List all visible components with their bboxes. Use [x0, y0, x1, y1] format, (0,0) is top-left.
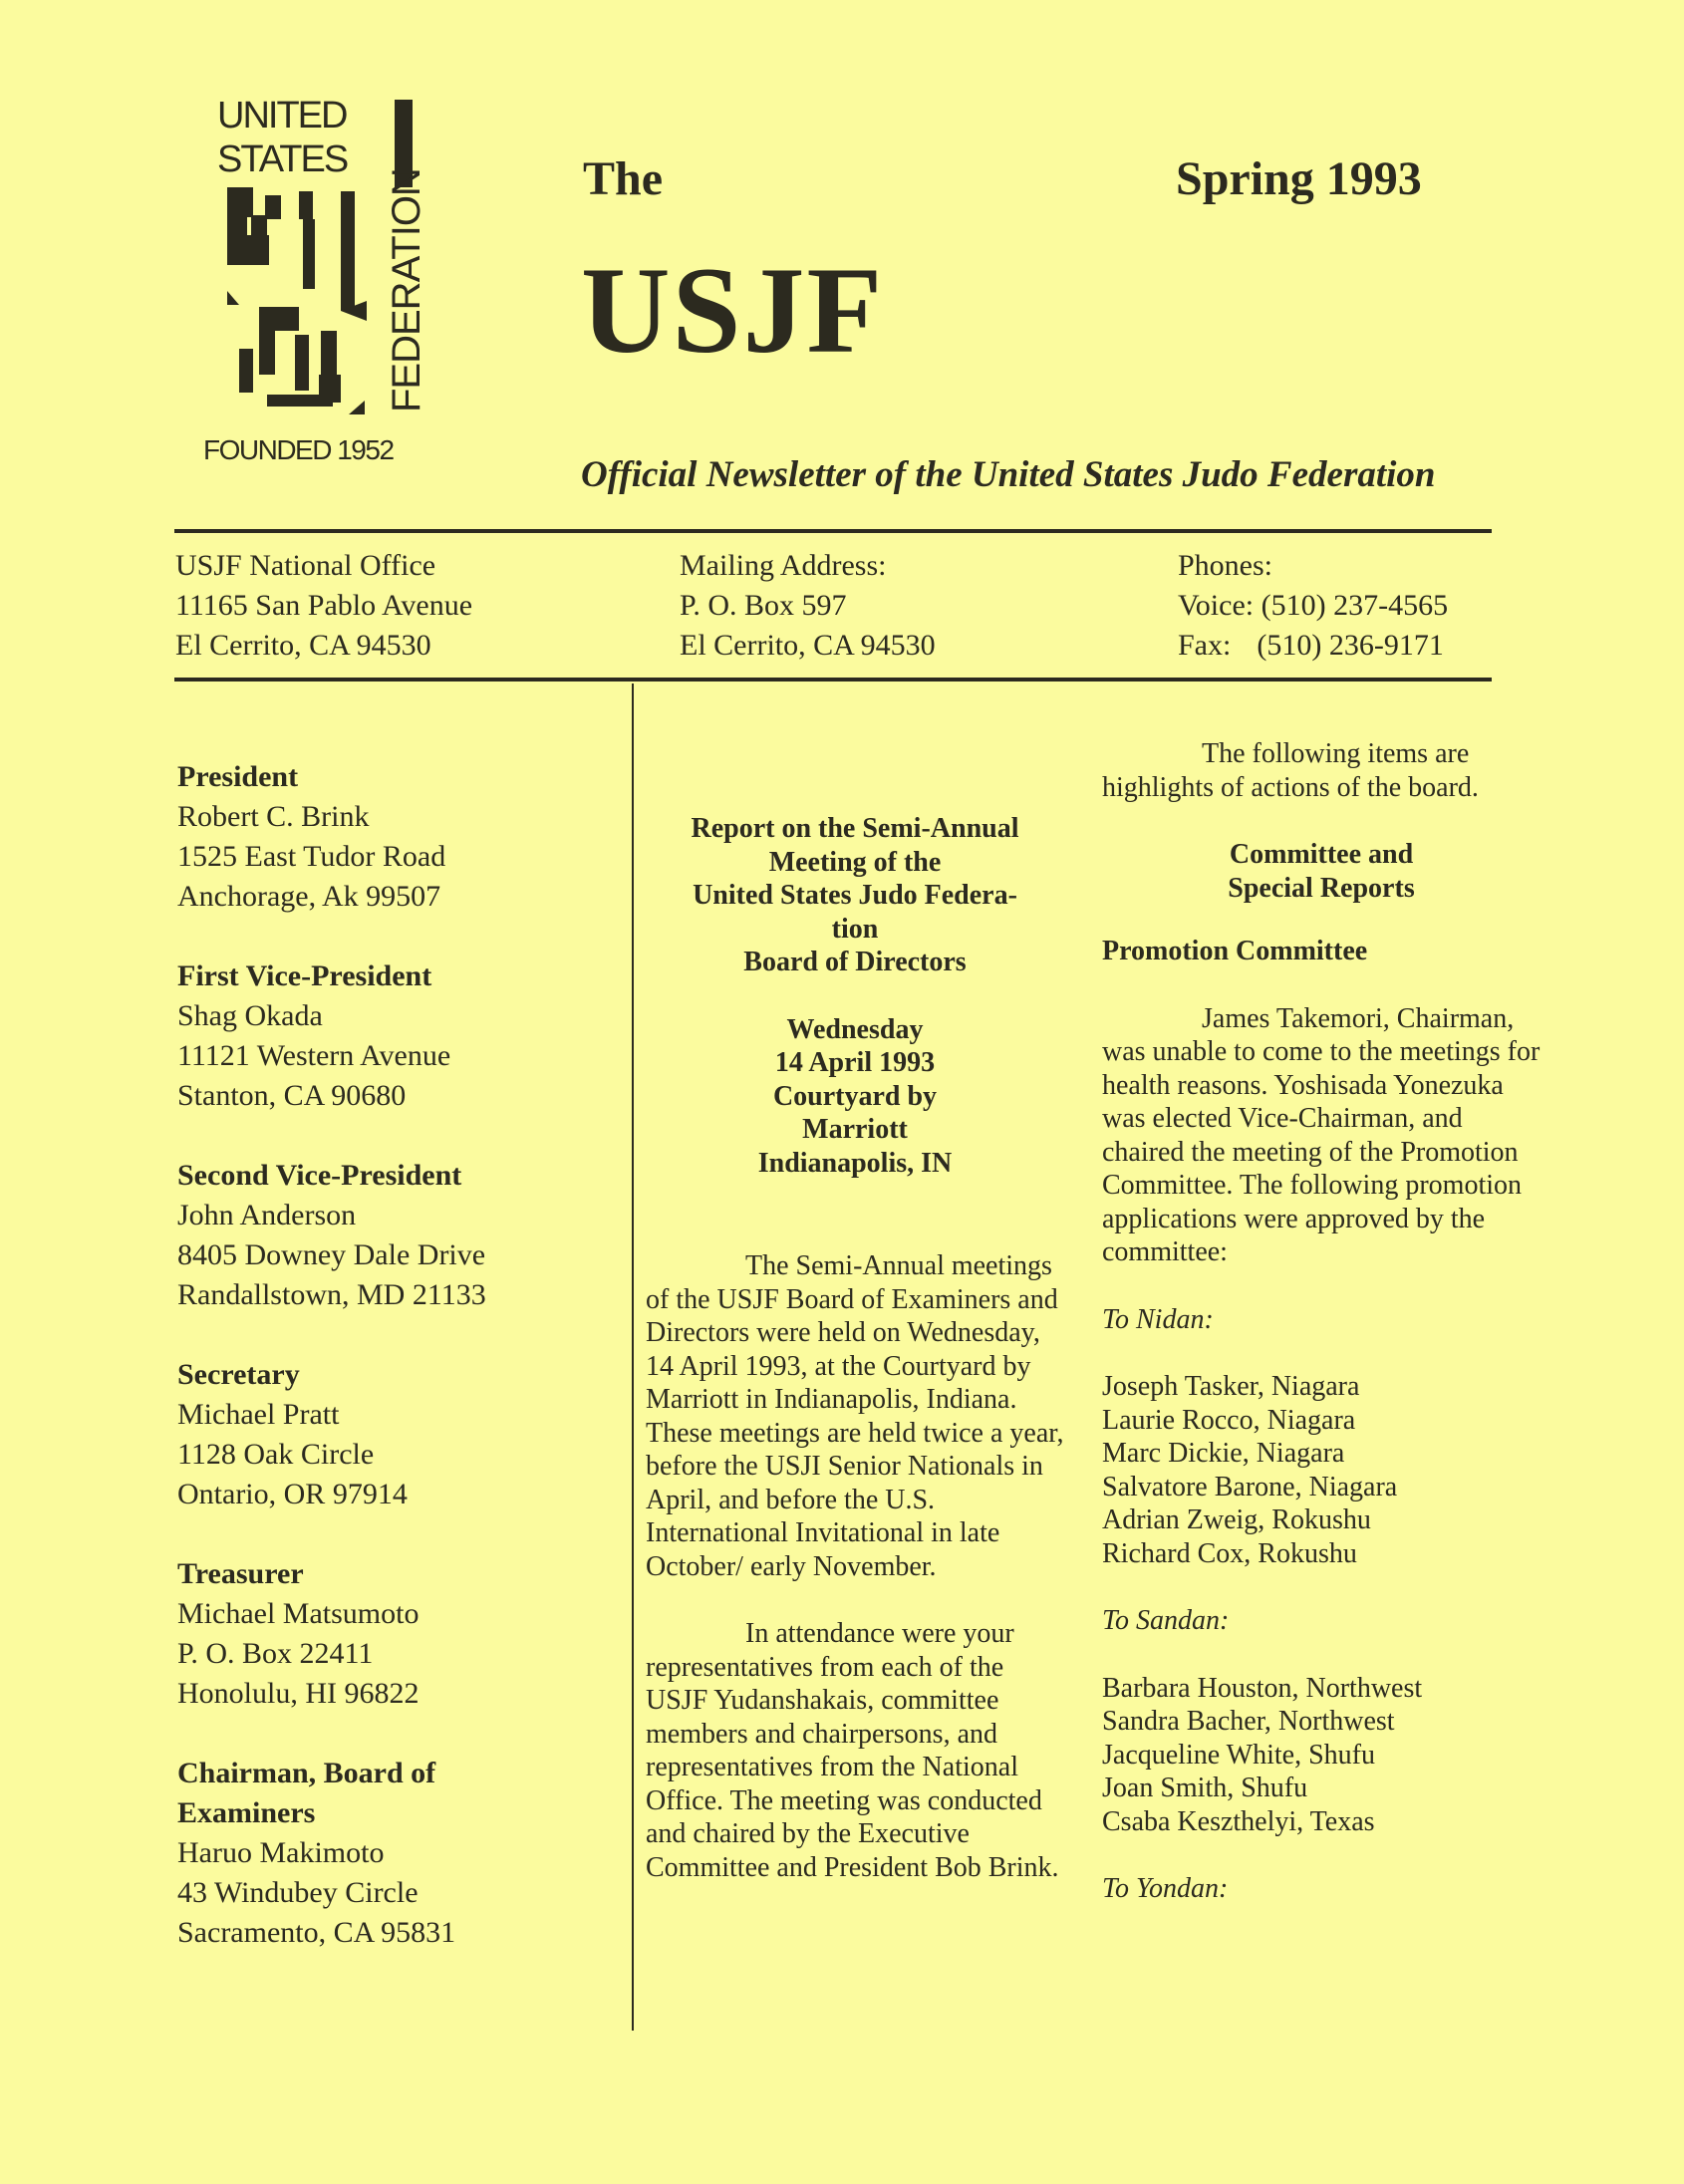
officer-street: 8405 Downey Dale Drive [177, 1238, 486, 1271]
phones-block [1178, 546, 1448, 666]
mailing-line: El Cerrito, CA 94530 [680, 629, 936, 662]
usjf-logo [199, 96, 438, 474]
officer-role: Chairman, Board of Examiners [177, 1757, 436, 1829]
report-heading-line: tion [831, 913, 879, 945]
newsletter-title: USJF [581, 242, 885, 379]
office-line: 11165 San Pablo Avenue [175, 589, 473, 622]
column-divider [632, 683, 634, 2031]
list-item: Joan Smith, Shufu [1102, 1773, 1308, 1803]
committee-heading-line: Committee and [1229, 839, 1414, 870]
logo-line-1: UNITED [217, 95, 347, 136]
board-highlights [1102, 737, 1541, 1906]
officer-role: President [177, 760, 299, 793]
voice-row [1178, 586, 1448, 626]
meeting-detail-line: Indianapolis, IN [757, 1147, 953, 1179]
officer-street: P. O. Box 22411 [177, 1637, 374, 1670]
committee-heading [1102, 838, 1541, 905]
officer-name: Haruo Makimoto [177, 1836, 385, 1869]
meeting-detail-line: Wednesday [786, 1013, 924, 1045]
officer-role: Secretary [177, 1358, 300, 1391]
fax-number: (510) 236-9171 [1257, 629, 1444, 662]
officer-entry [177, 1754, 596, 1953]
list-item: Joseph Tasker, Niagara [1102, 1371, 1360, 1402]
office-line: USJF National Office [175, 549, 436, 582]
list-item: Marc Dickie, Niagara [1102, 1438, 1345, 1469]
phones-label: Phones: [1178, 549, 1273, 582]
voice-label: Voice: [1178, 589, 1255, 622]
officer-name: Michael Pratt [177, 1398, 340, 1431]
logo-line-2: STATES [217, 138, 348, 180]
list-item: Sandra Bacher, Northwest [1102, 1706, 1395, 1737]
meeting-report [646, 812, 1064, 1884]
report-heading-line: Board of Directors [743, 947, 967, 977]
officer-street: 1128 Oak Circle [177, 1438, 375, 1471]
promotion-committee-heading: Promotion Committee [1102, 936, 1368, 966]
officer-role: First Vice-President [177, 959, 432, 992]
fax-row [1178, 626, 1448, 666]
masthead-the: The [583, 152, 664, 205]
officer-entry [177, 1156, 596, 1315]
officer-role: Second Vice-President [177, 1159, 462, 1192]
meeting-detail-line: 14 April 1993 [774, 1047, 936, 1078]
list-item: Csaba Keszthelyi, Texas [1102, 1805, 1375, 1837]
report-heading [646, 812, 1064, 979]
officer-city: Honolulu, HI 96822 [177, 1677, 420, 1710]
officer-entry [177, 1355, 596, 1514]
report-paragraph-1: The Semi-Annual meetings of the USJF Board of Examiners and Directors were held on Wednesday, 14 April 1993, at the Courtyard by Marriott in Indianapolis, Indiana. These meetings are held twice a year, before the USJI Senior Nationals in April, and before the U.S. International Invitational in late October/ early November. [646, 1250, 1064, 1582]
officer-street: 11121 Western Avenue [177, 1039, 451, 1072]
newsletter-subtitle: Official Newsletter of the United States Judo Federation [581, 454, 1436, 495]
officer-city: Anchorage, Ak 99507 [177, 880, 441, 913]
officer-name: Michael Matsumoto [177, 1597, 420, 1630]
national-office-address [175, 546, 472, 666]
officer-entry [177, 1554, 596, 1714]
list-item: Richard Cox, Rokushu [1102, 1537, 1357, 1569]
mailing-address [680, 546, 936, 666]
voice-number: (510) 237-4565 [1261, 589, 1449, 622]
officers-list [177, 757, 596, 1993]
meeting-when-where [646, 1013, 1064, 1181]
officer-street: 1525 East Tudor Road [177, 840, 446, 873]
top-rule [174, 529, 1492, 533]
meeting-detail-line: Marriott [802, 1114, 908, 1145]
officer-name: Robert C. Brink [177, 800, 370, 833]
list-item: Barbara Houston, Northwest [1102, 1672, 1423, 1704]
address-rule [174, 678, 1492, 682]
officer-entry [177, 757, 596, 917]
officer-name: Shag Okada [177, 999, 323, 1032]
officer-city: Ontario, OR 97914 [177, 1478, 408, 1510]
sandan-list [1102, 1672, 1541, 1839]
officer-role: Treasurer [177, 1557, 304, 1590]
officer-entry [177, 956, 596, 1116]
list-item: Adrian Zweig, Rokushu [1102, 1504, 1371, 1535]
meeting-detail-line: Courtyard by [772, 1080, 938, 1112]
yondan-label: To Yondan: [1102, 1873, 1229, 1904]
mailing-line: P. O. Box 597 [680, 589, 847, 622]
report-paragraph-2: In attendance were your representatives from each of the USJF Yudanshakais, committee members and chairpersons, and representatives from the National Office. The meeting was conducted and chaired by the Executive Committee and President Bob Brink. [646, 1618, 1059, 1883]
list-item: Laurie Rocco, Niagara [1102, 1404, 1356, 1436]
sandan-label: To Sandan: [1102, 1605, 1230, 1636]
issue-season: Spring 1993 [1176, 152, 1422, 205]
report-heading-line: Meeting of the [768, 846, 942, 878]
officer-city: Stanton, CA 90680 [177, 1079, 407, 1112]
report-heading-line: United States Judo Federa- [693, 880, 1017, 911]
committee-heading-line: Special Reports [1228, 872, 1415, 904]
fax-label: Fax: [1178, 629, 1232, 662]
list-item: Jacqueline White, Shufu [1102, 1739, 1375, 1771]
officer-name: John Anderson [177, 1199, 357, 1231]
logo-vertical-text: FEDERATION [385, 168, 428, 412]
mailing-line: Mailing Address: [680, 549, 887, 582]
officer-city: Sacramento, CA 95831 [177, 1916, 456, 1949]
officer-street: 43 Windubey Circle [177, 1876, 419, 1909]
promotion-paragraph: James Takemori, Chairman, was unable to come to the meetings for health reasons. Yoshisada Yonezuka was elected Vice-Chairman, and chaired the meeting of the Promotion Committee. The following promotion applications were approved by the committee: [1102, 1002, 1541, 1267]
report-heading-line: Report on the Semi-Annual [691, 813, 1019, 844]
office-line: El Cerrito, CA 94530 [175, 629, 431, 662]
list-item: Salvatore Barone, Niagara [1102, 1471, 1398, 1502]
logo-founded: FOUNDED 1952 [203, 434, 394, 465]
highlights-intro: The following items are highlights of actions of the board. [1102, 738, 1479, 803]
officer-city: Randallstown, MD 21133 [177, 1278, 486, 1311]
nidan-label: To Nidan: [1102, 1303, 1214, 1335]
nidan-list [1102, 1370, 1541, 1570]
